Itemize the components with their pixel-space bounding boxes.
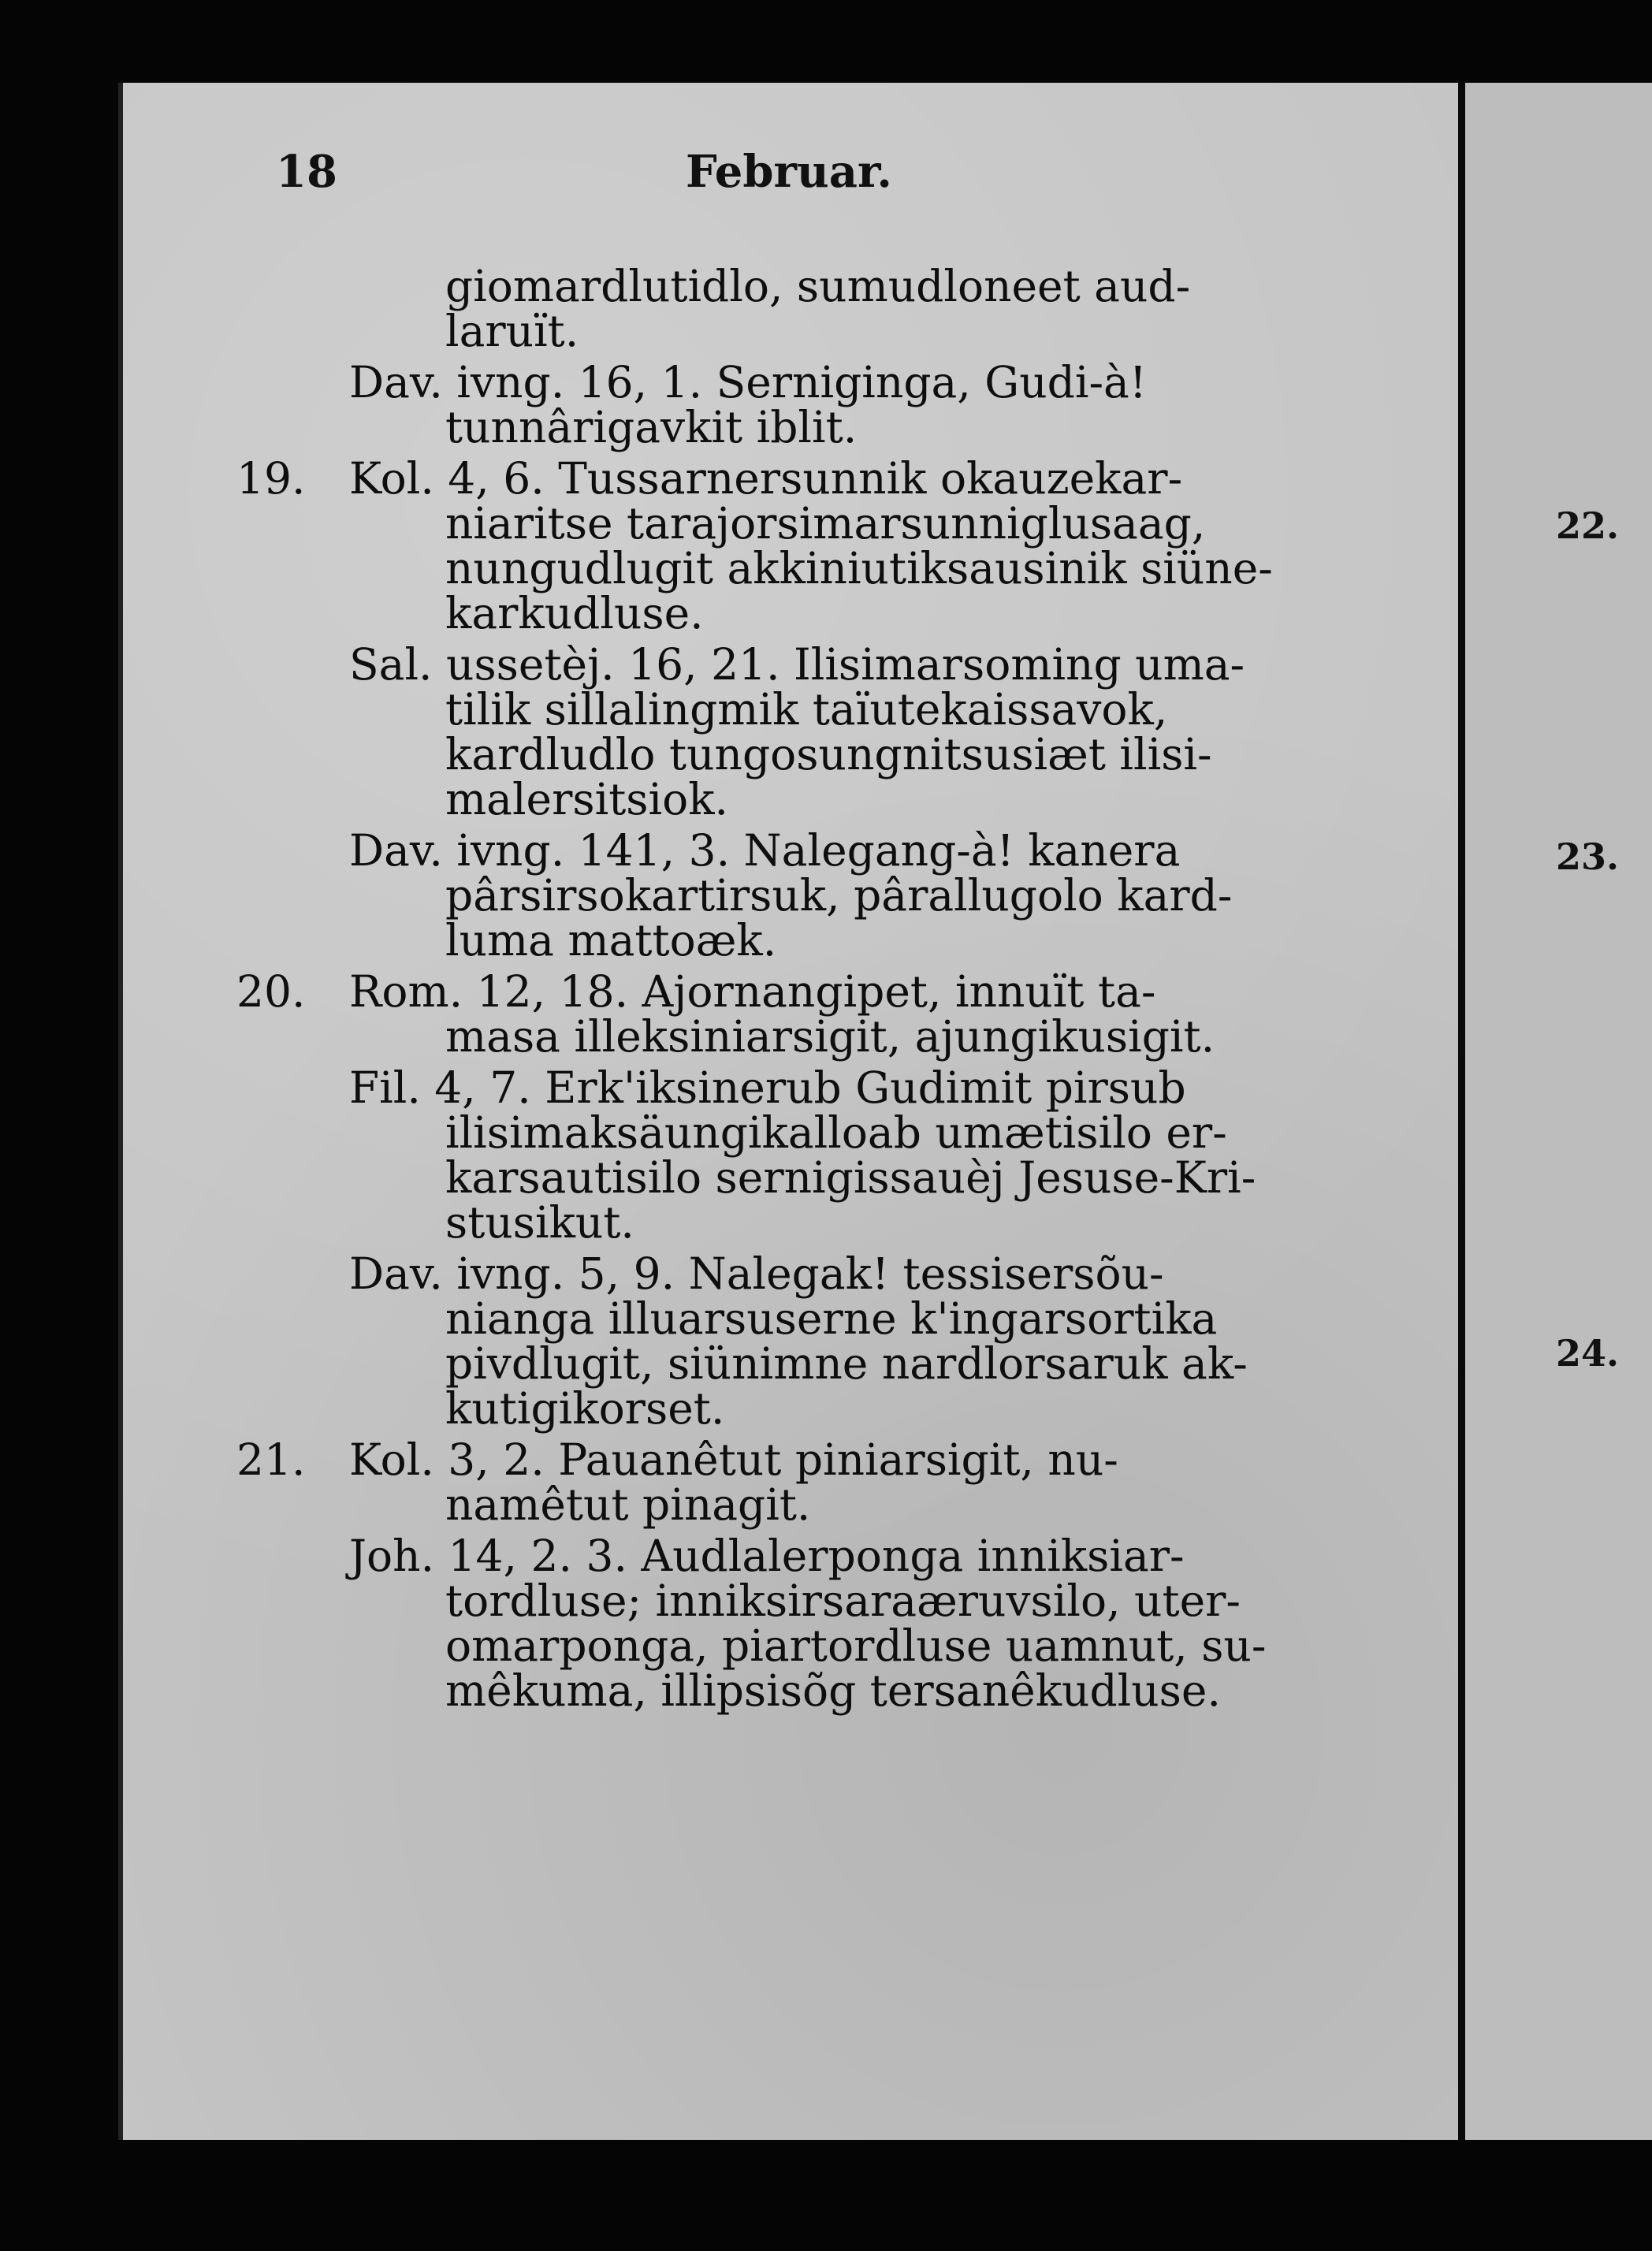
text-line: Rom. 12, 18. Ajornangipet, innuït ta- [349,966,1156,1017]
verse-entry [236,1434,1300,1530]
text-line: ilisimaksäungikalloab umætisilo er- [445,1107,1227,1158]
text-line: omarponga, piartordluse uamnut, su- [445,1620,1267,1671]
verse-entry [236,1531,1300,1716]
text-line: Kol. 3, 2. Pauanêtut piniarsigit, nu- [349,1434,1118,1485]
text-line: Sal. ussetèj. 16, 21. Ilisimarsoming uma- [349,639,1245,690]
text-line: Dav. ivng. 5, 9. Nalegak! tessisersõu- [349,1248,1164,1299]
text-line: stusikut. [445,1197,634,1248]
page-header [276,146,1337,201]
verse-entry [236,357,1300,452]
text-line: niaritse tarajorsimarsunniglusaag, [445,498,1206,549]
day-number: 20. [236,966,306,1017]
text-line: tilik sillalingmik taïutekaissavok, [445,684,1168,735]
next-page-edge [1458,83,1652,2140]
text-line: pârsirsokartirsuk, pârallugolo kard- [445,870,1233,921]
margin-number-24: 24. [1556,1332,1620,1375]
verse-entry [236,261,1300,356]
text-line: laruït. [445,306,579,356]
text-line: tordluse; inniksirsaraæruvsilo, uter- [445,1576,1241,1626]
day-number: 21. [236,1434,306,1485]
text-line: kardludlo tungosungnitsusiæt ilisi- [445,729,1212,779]
text-line: pivdlugit, siünimne nardlorsaruk ak- [445,1338,1248,1389]
verse-entry [236,1248,1300,1434]
margin-number-22: 22. [1556,504,1620,547]
text-line: karkudluse. [445,588,704,638]
verse-entry [236,825,1300,966]
verse-entry [236,1062,1300,1248]
verse-entry [236,453,1300,638]
month-title: Februar. [686,146,892,198]
text-line: luma mattoæk. [445,915,777,966]
page-content [236,261,1300,1720]
verse-entry [236,966,1300,1062]
text-line: Dav. ivng. 141, 3. Nalegang-à! kanera [349,825,1181,876]
text-line: kutigikorset. [445,1383,725,1434]
text-line: masa illeksiniarsigit, ajungikusigit. [445,1011,1215,1062]
text-line: malersitsiok. [445,774,729,824]
verse-entry [236,639,1300,824]
day-number: 19. [236,453,306,504]
text-line: giomardlutidlo, sumudloneet aud- [445,261,1191,311]
page-number: 18 [276,146,337,198]
text-line: Dav. ivng. 16, 1. Serniginga, Gudi-à! [349,357,1147,407]
text-line: nungudlugit akkiniutiksausinik siüne- [445,543,1273,593]
margin-number-23: 23. [1556,835,1620,878]
text-line: namêtut pinagit. [445,1479,811,1530]
text-line: mêkuma, illipsisõg tersanêkudluse. [445,1665,1221,1716]
text-line: Fil. 4, 7. Erk'iksinerub Gudimit pirsub [349,1062,1186,1113]
text-line: Joh. 14, 2. 3. Audlalerponga inniksiar- [349,1531,1185,1581]
text-line: nianga illuarsuserne k'ingarsortika [445,1293,1218,1344]
text-line: tunnârigavkit iblit. [445,402,858,452]
text-line: Kol. 4, 6. Tussarnersunnik okauzekar- [349,453,1183,504]
text-line: karsautisilo sernigissauèj Jesuse-Kri- [445,1152,1256,1203]
